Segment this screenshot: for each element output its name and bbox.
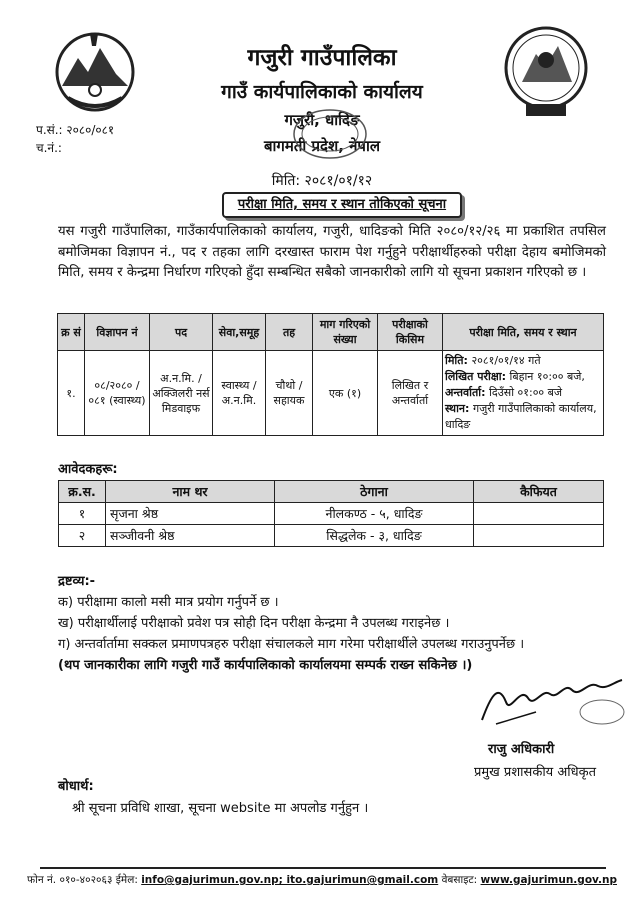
table-header: परीक्षा मिति, समय र स्थान bbox=[443, 314, 604, 351]
table-header: ठेगाना bbox=[275, 481, 474, 503]
table-row bbox=[59, 525, 604, 547]
schedule-interview-label: अन्तर्वार्ता: bbox=[445, 386, 486, 399]
cell-address: नीलकण्ठ - ५, धादिङ bbox=[275, 503, 474, 525]
footer-email-label: ईमेल: bbox=[115, 874, 138, 886]
signature-icon bbox=[476, 668, 626, 728]
note-item: क) परीक्षामा कालो मसी मात्र प्रयोग गर्नुपर्ने छ । bbox=[58, 595, 279, 610]
note-item: ग) अन्तर्वार्तामा सक्कल प्रमाणपत्रहरु परीक्षा संचालकले माग गरेमा परीक्षार्थीले उपलब्ध गराउनुपर्नेछ । bbox=[58, 637, 525, 652]
cell-post: अ.न.मि. / अक्जिलरी नर्स मिडवाइफ bbox=[150, 351, 213, 436]
table-header-row bbox=[59, 481, 604, 503]
table-header-row bbox=[58, 314, 604, 351]
cell-service: स्वास्थ्य / अ.न.मि. bbox=[213, 351, 266, 436]
applicants-label: आवेदकहरू: bbox=[58, 462, 118, 477]
table-header: क्र.स. bbox=[59, 481, 106, 503]
footer-phone: फोन नं. ०१०-४०२०६३ bbox=[27, 874, 113, 886]
footer-email-link[interactable]: info@gajurimun.gov.np; ito.gajurimun@gmail.com bbox=[141, 874, 439, 886]
cell-remark bbox=[474, 525, 604, 547]
table-header: सेवा,समूह bbox=[213, 314, 266, 351]
footer bbox=[0, 873, 644, 887]
cell-sn: १. bbox=[58, 351, 85, 436]
notice-subject: परीक्षा मिति, समय र स्थान तोकिएको सूचना bbox=[222, 192, 462, 218]
cell-count: एक (१) bbox=[313, 351, 378, 436]
footer-divider bbox=[40, 867, 606, 869]
cell-level: चौथो / सहायक bbox=[266, 351, 313, 436]
cell-ad-no: ०८/२०८० /०८१ (स्वास्थ्य) bbox=[85, 351, 150, 436]
cell-schedule bbox=[443, 351, 604, 436]
footer-website-link[interactable]: www.gajurimun.gov.np bbox=[480, 874, 617, 886]
table-header: विज्ञापन नं bbox=[85, 314, 150, 351]
cell-sn: २ bbox=[59, 525, 106, 547]
cc-label: बोधार्थ: bbox=[58, 779, 94, 794]
schedule-venue-label: स्थान: bbox=[445, 402, 470, 415]
notes-label: द्रष्टव्य:- bbox=[58, 574, 96, 589]
schedule-written-label: लिखित परीक्षा: bbox=[445, 370, 506, 383]
exam-schedule-table bbox=[57, 313, 604, 436]
note-item: (थप जानकारीका लागि गजुरी गाउँ कार्यपालिकाको कार्यालयमा सम्पर्क राख्न सकिनेछ ।) bbox=[58, 658, 473, 673]
dispatch-number: च.नं.: bbox=[36, 141, 62, 155]
table-header: परीक्षाको किसिम bbox=[378, 314, 443, 351]
schedule-interview: दिउँसो ०१:०० बजे bbox=[489, 386, 563, 399]
table-header: क्र सं bbox=[58, 314, 85, 351]
note-item: ख) परीक्षार्थीलाई परीक्षाको प्रवेश पत्र सोही दिन परीक्षा केन्द्रमा नै उपलब्ध गराइनेछ । bbox=[58, 616, 450, 631]
table-header: तह bbox=[266, 314, 313, 351]
office-name: गाउँ कार्यपालिकाको कार्यालय bbox=[221, 81, 423, 103]
reference-number: प.सं.: २०८०/०८१ bbox=[36, 123, 115, 137]
office-stamp-icon bbox=[290, 106, 370, 162]
schedule-date-label: मिति: bbox=[445, 354, 468, 367]
municipality-name: गजुरी गाउँपालिका bbox=[247, 45, 397, 71]
schedule-venue: गजुरी गाउँपालिकाको कार्यालय, धादिङ bbox=[445, 402, 597, 431]
cell-sn: १ bbox=[59, 503, 106, 525]
cell-name: सृजना श्रेष्ठ bbox=[106, 503, 275, 525]
table-header: कैफियत bbox=[474, 481, 604, 503]
footer-web-label: वेबसाइट: bbox=[441, 874, 478, 886]
schedule-date: २०८१/०१/१४ गते bbox=[471, 354, 541, 367]
office-location: गजुरी, धादिङ bbox=[284, 111, 360, 129]
cell-address: सिद्धलेक - ३, धादिङ bbox=[275, 525, 474, 547]
table-header: पद bbox=[150, 314, 213, 351]
notice-date: मिति: २०८१/०१/१२ bbox=[271, 173, 373, 189]
cell-remark bbox=[474, 503, 604, 525]
applicants-table bbox=[58, 480, 604, 547]
cc-line: श्री सूचना प्रविधि शाखा, सूचना website मा अपलोड गर्नुहुन । bbox=[72, 801, 369, 816]
notice-body: यस गजुरी गाउँपालिका, गाउँकार्यपालिकाको कार्यालय, गजुरी, धादिङको मिति २०८०/१२/२६ मा प्रकाशित तपसिल बमोजिमका विज्ञापन नं., पद र तहका लागि दरखास्त फाराम पेश गर्नुहुने परीक्षार्थीहरुको परीक्षा देहाय बमोजिमको मिति, समय र केन्द्रमा निर्धारण गरिएको हुँदा सम्बन्धित सबैको जानकारीको लागि यो सूचना प्रकाशन गरिएको छ । bbox=[58, 224, 606, 280]
schedule-written: बिहान १०:०० बजे, bbox=[509, 370, 585, 383]
table-row bbox=[58, 351, 604, 436]
table-header: नाम थर bbox=[106, 481, 275, 503]
cell-name: सञ्जीवनी श्रेष्ठ bbox=[106, 525, 275, 547]
signatory-name: राजु अधिकारी bbox=[488, 742, 555, 757]
office-province: बागमती प्रदेश, नेपाल bbox=[263, 137, 381, 155]
cell-exam-type: लिखित र अन्तर्वार्ता bbox=[378, 351, 443, 436]
table-row bbox=[59, 503, 604, 525]
signatory-title: प्रमुख प्रशासकीय अधिकृत bbox=[474, 765, 597, 780]
table-header: माग गरिएको संख्या bbox=[313, 314, 378, 351]
